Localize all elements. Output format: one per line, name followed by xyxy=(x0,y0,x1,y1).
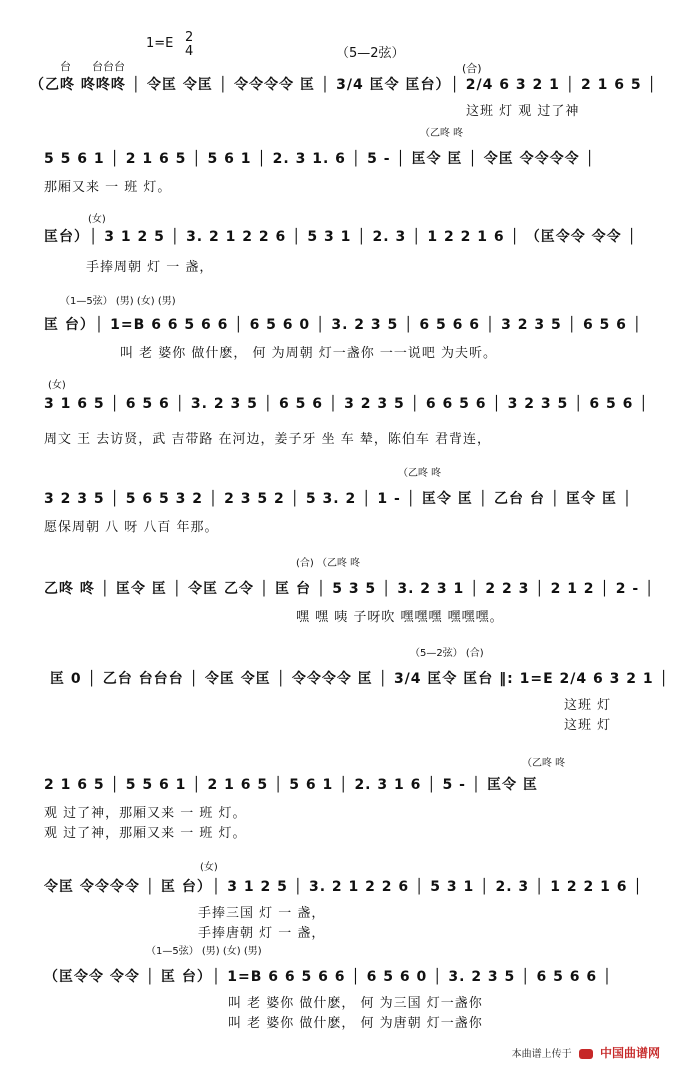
score-system-8 xyxy=(0,642,674,742)
site-footer xyxy=(512,1044,660,1061)
score-system-3 xyxy=(0,206,674,286)
chorus-marker: (合) xyxy=(462,62,482,75)
notation-line: 匡台）│ 3 1 2 5 │ 3. 2 1 2 2 6 │ 5 3 1 │ 2. 3 │ 1 2 2 1 6 │ （匡令令 令令 │ xyxy=(44,229,637,245)
notation-line: 令匡 令令令令 │ 匡 台）│ 3 1 2 5 │ 3. 2 1 2 2 6 │ 5 3 1 │ 2. 3 │ 1 2 2 1 6 │ xyxy=(44,879,643,895)
time-signature-bottom: 4 xyxy=(185,44,194,59)
lyrics-line-1: 手捧三国 灯 一 盏， xyxy=(198,906,326,921)
score-system-2 xyxy=(0,124,674,202)
score-system-7 xyxy=(0,552,674,632)
string-tuning-note: （5—2弦） xyxy=(336,46,405,61)
notation-line: 5 5 6 1 │ 2 1 6 5 │ 5 6 1 │ 2. 3 1. 6 │ 5 - │ 匡令 匡 │ 令匡 令令令令 │ xyxy=(44,151,595,167)
site-name[interactable]: 中国曲谱网 xyxy=(599,1046,660,1060)
voice-marker: （1—5弦） (男) (女) (男) xyxy=(146,946,262,957)
notation-line: 3 2 3 5 │ 5 6 5 3 2 │ 2 3 5 2 │ 5 3. 2 │ 1 - │ 匡令 匡 │ 乙台 台 │ 匡令 匡 │ xyxy=(44,491,633,507)
notation-line: （乙咚 咚咚咚 │ 令匡 令匡 │ 令令令令 匡 │ 3/4 匡令 匡台）│ 2/4 6 3 2 1 │ 2 1 6 5 │ xyxy=(30,77,657,93)
key-signature: 1=E xyxy=(146,36,174,51)
notation-line: 2 1 6 5 │ 5 5 6 1 │ 2 1 6 5 │ 5 6 1 │ 2. 3 1 6 │ 5 - │ 匡令 匡 xyxy=(44,777,538,793)
lyrics-line: 周文 王 去访贤，武 吉带路 在河边，姜子牙 坐 车 辇，陈伯车 君背连， xyxy=(44,432,492,447)
lyrics-line-1: 观 过了神，那厢又来 一 班 灯。 xyxy=(44,806,247,821)
lyrics-line-1: 这班 灯 xyxy=(564,698,612,713)
chorus-marker: (合) （乙咚 咚 xyxy=(296,558,361,569)
notation-line: （匡令令 令令 │ 匡 台）│ 1=B 6 6 5 6 6 │ 6 5 6 0 │ 3. 2 3 5 │ 6 5 6 6 │ xyxy=(44,969,613,985)
score-system-10 xyxy=(0,856,674,946)
notation-line: 3 1 6 5 │ 6 5 6 │ 3. 2 3 5 │ 6 5 6 │ 3 2 3 5 │ 6 6 5 6 │ 3 2 3 5 │ 6 5 6 │ xyxy=(44,396,649,412)
score-system-1 xyxy=(0,30,674,120)
lyrics-line: 叫 老 婆你 做什麽， 何 为周朝 灯一盏你 一一说吧 为夫听。 xyxy=(120,346,498,361)
score-system-9 xyxy=(0,752,674,852)
lyrics-line-2: 手捧唐朝 灯 一 盏， xyxy=(198,926,326,941)
notation-line: 匡 台）│ 1=B 6 6 5 6 6 │ 6 5 6 0 │ 3. 2 3 5 │ 6 5 6 6 │ 3 2 3 5 │ 6 5 6 │ xyxy=(44,317,643,333)
percussion-annotation: （乙咚 咚 xyxy=(522,758,566,769)
lyrics-line-2: 叫 老 婆你 做什麽， 何 为唐朝 灯一盏你 xyxy=(228,1016,483,1031)
lyrics-line-2: 这班 灯 xyxy=(564,718,612,733)
voice-marker: (女) xyxy=(88,214,106,225)
lyrics-line: 手捧周朝 灯 一 盏， xyxy=(86,260,214,275)
notation-line: 匡 0 │ 乙台 台台台 │ 令匡 令匡 │ 令令令令 匡 │ 3/4 匡令 匡台 ‖: 1=E 2/4 6 3 2 1 │ xyxy=(50,671,669,687)
score-system-4 xyxy=(0,288,674,368)
lyrics-line: 嘿 嘿 咦 子呀吹 嘿嘿嘿 嘿嘿嘿。 xyxy=(296,610,504,625)
voice-marker: (女) xyxy=(48,380,66,391)
upload-caption: 本曲谱上传于 xyxy=(511,1049,572,1060)
percussion-annotation: （乙咚 咚 xyxy=(420,128,464,139)
percussion-annotation: （乙咚 咚 xyxy=(398,468,442,479)
lyrics-line: 这班 灯 观 过了神 xyxy=(466,104,580,119)
score-system-11 xyxy=(0,940,674,1040)
score-system-6 xyxy=(0,462,674,542)
voice-marker: (女) xyxy=(200,862,218,873)
lyrics-line-1: 叫 老 婆你 做什麽， 何 为三国 灯一盏你 xyxy=(228,996,483,1011)
percussion-syllable: 台 xyxy=(60,60,71,73)
string-tuning-note: （5—2弦） (合) xyxy=(410,648,484,659)
lyrics-line: 那厢又来 一 班 灯。 xyxy=(44,180,172,195)
lyrics-line-2: 观 过了神，那厢又来 一 班 灯。 xyxy=(44,826,247,841)
voice-marker: （1—5弦） (男) (女) (男) xyxy=(60,296,176,307)
lyrics-line: 愿保周朝 八 呀 八百 年那。 xyxy=(44,520,219,535)
time-signature-top: 2 xyxy=(185,30,194,45)
score-system-5 xyxy=(0,372,674,452)
percussion-syllable: 台台台 xyxy=(92,60,125,73)
notation-line: 乙咚 咚 │ 匡令 匡 │ 令匡 乙令 │ 匡 台 │ 5 3 5 │ 3. 2 3 1 │ 2 2 3 │ 2 1 2 │ 2 - │ xyxy=(44,581,655,597)
site-logo-icon xyxy=(579,1049,593,1059)
